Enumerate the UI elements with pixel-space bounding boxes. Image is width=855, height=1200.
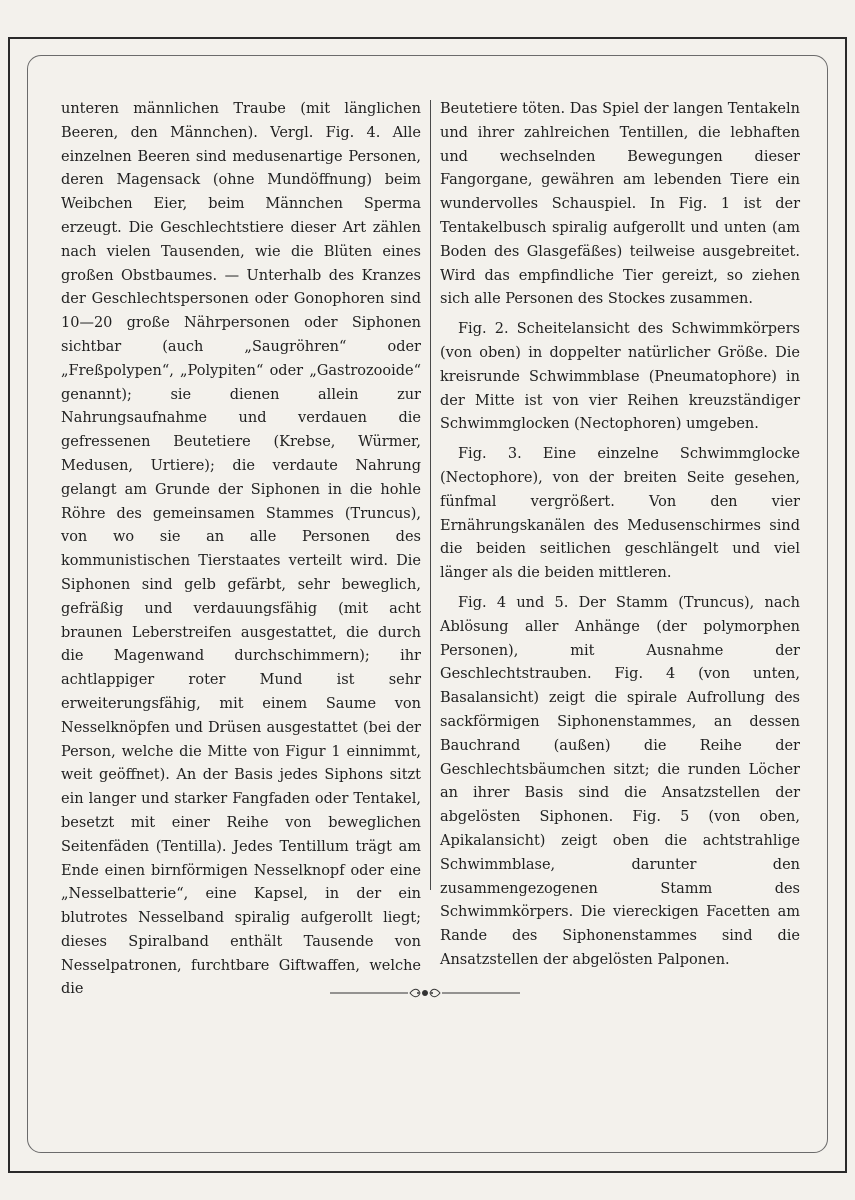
left-column-paragraph: unteren männlichen Traube (mit länglichen Beeren, den Männchen). Vergl. Fig. 4. Alle einzelnen Beeren sind medusenartige Personen, deren Magensack (ohne Mundöffnung) beim Weibchen Eier, beim Männchen Sperma erzeugt. Die Geschlechtstiere dieser Art zählen nach vielen Tausenden, wie die Blüten eines großen Obstbaumes. — Unterhalb des Kranzes der Geschlechtspersonen oder Gonophoren sind 10—20 große Nährpersonen oder Siphonen sichtbar (auch „Saugröhren“ oder „Freßpolypen“, „Polypiten“ oder „Gastrozooide“ genannt); sie dienen allein zur Nahrungsaufnahme und verdauen die gefressenen Beutetiere (Krebse, Würmer, Medusen, Urtiere); die verdaute Nahrung gelangt am Grunde der Siphonen in die hohle Röhre des gemeinsamen Stammes (Truncus), von wo sie an alle Personen des kommunistischen Tierstaates verteilt wird. Die Siphonen sind gelb gefärbt, sehr beweglich, gefräßig und verdauungsfähig (mit acht braunen Leberstreifen ausgestattet, die durch die Magenwand durchschimmern); ihr achtlappiger roter Mund ist sehr erweiterungsfähig, mit einem Saume von Nesselknöpfen und Drüsen ausgestattet (bei der Person, welche die Mitte von Figur 1 einnimmt, weit geöffnet). An der Basis jedes Siphons sitzt ein langer und starker Fangfaden oder Tentakel, besetzt mit einer Reihe von beweglichen Seitenfäden (Tentilla). Jedes Tentillum trägt am Ende einen birnförmigen Nesselknopf oder eine „Nesselbatterie“, eine Kapsel, in der ein blutrotes Nesselband spiralig aufgerollt liegt; dieses Spiralband enthält Tausende von Nesselpatronen, furchtbare Giftwaffen, welche die [61,101,421,998]
paragraph-fig-4-5: Fig. 4 und 5. Der Stamm (Truncus), nach Ablösung aller Anhänge (der polymorphen Personen), mit Ausnahme der Geschlechtstrauben. Fig. 4 (von unten, Basalansicht) zeigt die spirale Aufrollung des sackförmigen Siphonenstammes, an dessen Bauchrand (außen) die Reihe der Geschlechtsbäumchen sitzt; die runden Löcher an ihrer Basis sind die Ansatzstellen der abgelösten Siphonen. Fig. 5 (von oben, Apikalansicht) zeigt oben die achtstrahlige Schwimmblase, darunter den zusammengezogenen Stamm des Schwimmkörpers. Die viereckigen Facetten am Rande des Siphonenstammes sind die Ansatzstellen der abgelösten Palponen. [440,594,800,968]
paragraph-fig-2: Fig. 2. Scheitelansicht des Schwimmkörpers (von oben) in doppelter natürlicher Größe. Die kreisrunde Schwimmblase (Pneumatophore) in der Mitte ist von vier Reihen kreuzständiger Schwimmglocken (Nectophoren) umgeben. [440,321,800,433]
ornament-divider-icon [330,986,520,1000]
paragraph-beutetiere: Beutetiere töten. Das Spiel der langen Tentakeln und ihrer zahlreichen Tentillen, die lebhaften und wechselnden Bewegungen dieser Fangorgane, gewähren am lebenden Tiere ein wundervolles Schauspiel. In Fig. 1 ist der Tentakelbusch spiralig aufgerollt und unten (am Boden des Glasgefäßes) teilweise ausgebreitet. Wird das empfindliche Tier gereizt, so ziehen sich alle Personen des Stockes zusammen. [440,101,800,308]
column-divider [430,100,431,890]
left-text-column [61,98,421,1002]
paragraph-fig-3: Fig. 3. Eine einzelne Schwimmglocke (Nectophore), von der breiten Seite gesehen, fünfmal vergrößert. Von den vier Ernährungskanälen des Medusenschirmes sind die beiden seitlichen geschlängelt und viel länger als die beiden mittleren. [440,446,800,582]
right-text-column [440,98,800,973]
